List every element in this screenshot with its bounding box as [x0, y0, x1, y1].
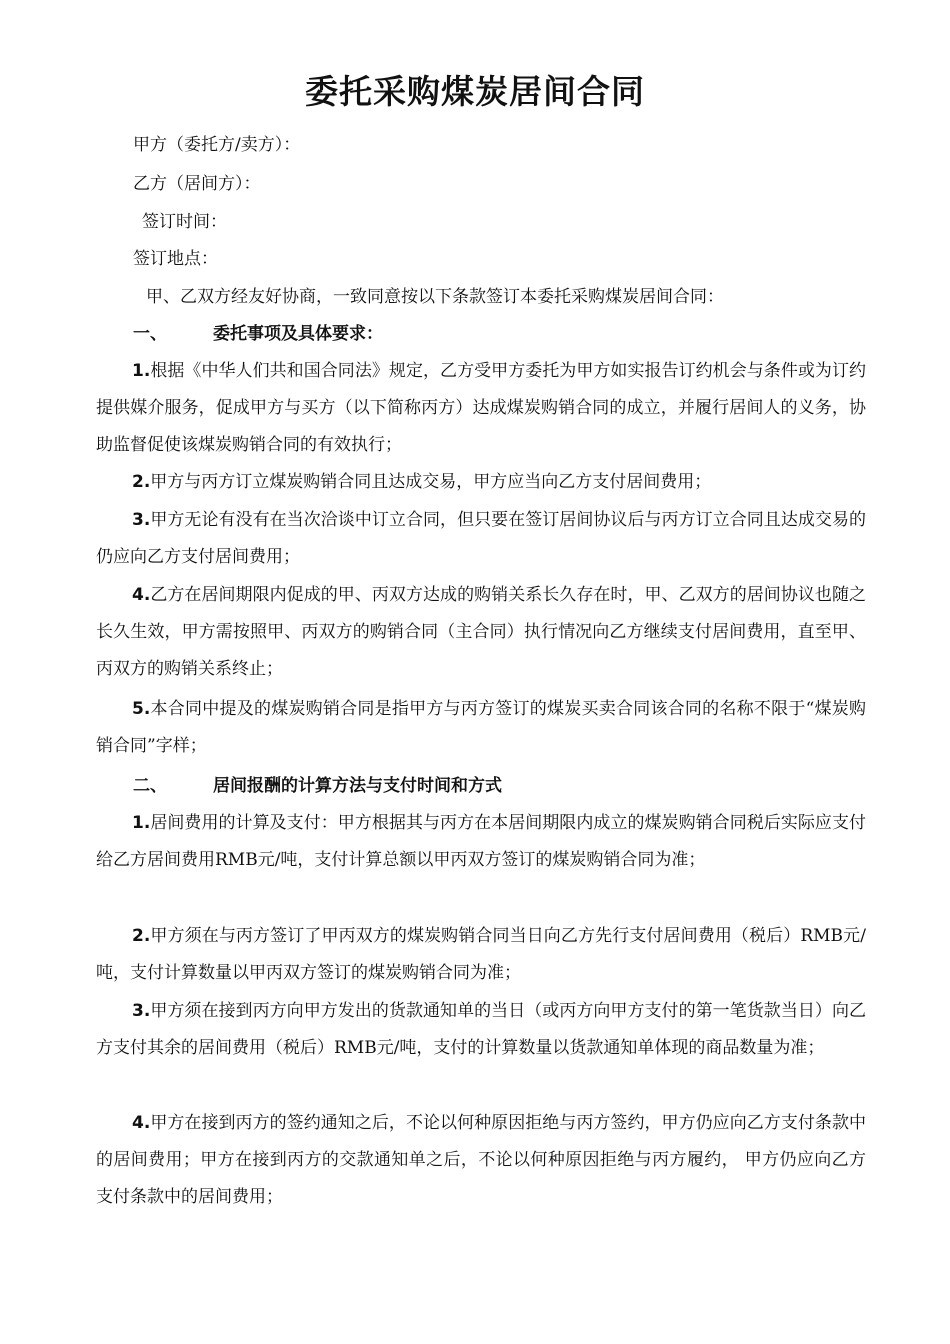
section-title: 委托事项及具体要求：: [213, 324, 383, 344]
clause-text: 甲方须在接到丙方向甲方发出的货款通知单的当日（或丙方向甲方支付的第一笔货款当日）向乙方支付其余的居间费用（税后）RMB元/吨，支付的计算数量以货款通知单体现的商品数量为准；: [96, 1001, 866, 1058]
signing-place-field: 签订地点：: [133, 249, 218, 269]
clause-1-4: [96, 577, 866, 688]
intro-paragraph: 甲、乙双方经友好协商，一致同意按以下条款签订本委托采购煤炭居间合同：: [146, 287, 724, 307]
clause-2-4: [96, 1105, 866, 1216]
clause-number: 4.: [132, 1113, 151, 1133]
signing-date-field: 签订时间：: [142, 212, 227, 232]
clause-2-3: [96, 993, 866, 1067]
party-b-field: 乙方（居间方）：: [133, 174, 261, 194]
clause-text: 根据《中华人们共和国合同法》规定，乙方受甲方委托为甲方如实报告订约机会与条件或为订约提供媒介服务，促成甲方与买方（以下简称丙方）达成煤炭购销合同的成立，并履行居间人的义务，协助监督促使该煤炭购销合同的有效执行；: [96, 361, 866, 455]
clause-number: 4.: [132, 585, 151, 605]
section-title: 居间报酬的计算方法与支付时间和方式: [213, 776, 502, 796]
clause-2-2: [96, 918, 866, 992]
clause-text: 乙方在居间期限内促成的甲、丙双方达成的购销关系长久存在时，甲、乙双方的居间协议也随之长久生效，甲方需按照甲、丙双方的购销合同（主合同）执行情况向乙方继续支付居间费用，直至甲、丙双方的购销关系终止；: [96, 585, 866, 679]
clause-number: 1.: [132, 813, 151, 833]
section-heading-1: [133, 322, 383, 346]
section-number: 一、: [133, 324, 167, 344]
clause-text: 甲方在接到丙方的签约通知之后，不论以何种原因拒绝与丙方签约，甲方仍应向乙方支付条款中的居间费用；甲方在接到丙方的交款通知单之后，不论以何种原因拒绝与丙方履约， 甲方仍应向乙方支付条款中的居间费用；: [96, 1113, 866, 1207]
clause-2-1: [96, 805, 866, 879]
clause-number: 1.: [132, 361, 151, 381]
clause-number: 3.: [132, 1001, 151, 1021]
clause-text: 甲方无论有没有在当次洽谈中订立合同，但只要在签订居间协议后与丙方订立合同且达成交易的仍应向乙方支付居间费用；: [96, 510, 866, 567]
clause-number: 3.: [132, 510, 151, 530]
section-heading-2: [133, 774, 502, 798]
clause-text: 甲方须在与丙方签订了甲丙双方的煤炭购销合同当日向乙方先行支付居间费用（税后）RMB元/吨，支付计算数量以甲丙双方签订的煤炭购销合同为准；: [96, 926, 866, 983]
clause-1-2: [96, 464, 866, 501]
clause-text: 居间费用的计算及支付：甲方根据其与丙方在本居间期限内成立的煤炭购销合同税后实际应支付给乙方居间费用RMB元/吨，支付计算总额以甲丙双方签订的煤炭购销合同为准；: [96, 813, 866, 870]
clause-text: 本合同中提及的煤炭购销合同是指甲方与丙方签订的煤炭买卖合同该合同的名称不限于“煤炭购销合同”字样；: [96, 699, 866, 756]
clause-1-3: [96, 502, 866, 576]
section-number: 二、: [133, 776, 167, 796]
document-title: 委托采购煤炭居间合同: [305, 72, 645, 111]
clause-1-5: [96, 691, 866, 765]
clause-text: 甲方与丙方订立煤炭购销合同且达成交易，甲方应当向乙方支付居间费用；: [150, 472, 712, 492]
clause-number: 2.: [132, 472, 151, 492]
clause-number: 2.: [132, 926, 151, 946]
party-a-field: 甲方（委托方/卖方）：: [133, 135, 301, 155]
clause-number: 5.: [132, 699, 151, 719]
clause-1-1: [96, 353, 866, 464]
